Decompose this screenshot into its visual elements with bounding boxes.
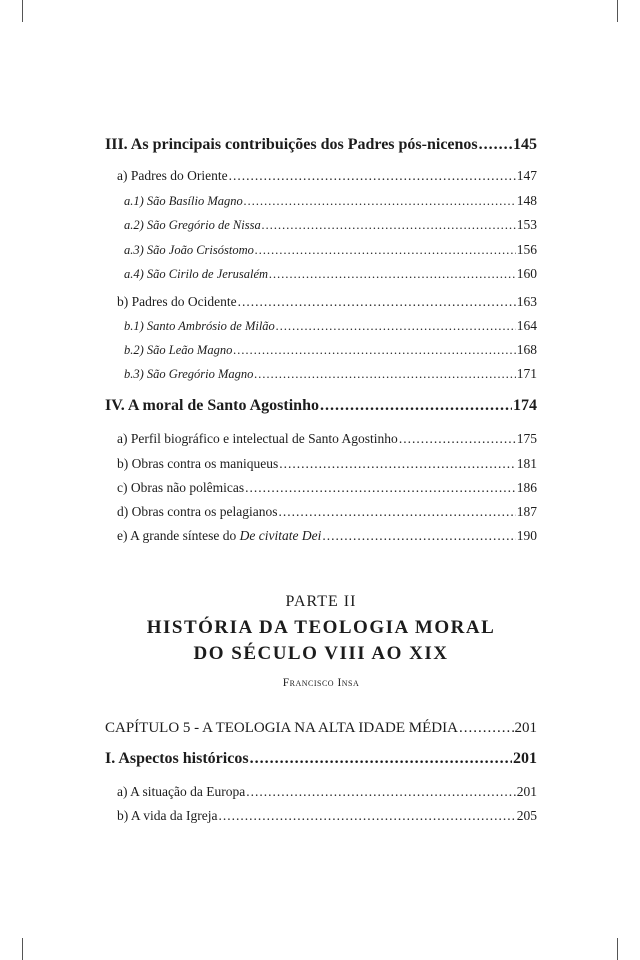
- toc-entry-label: a.3) São João Crisóstomo: [124, 243, 254, 257]
- toc-entry-page: 168: [516, 342, 537, 357]
- toc-entry-page: 201: [516, 784, 537, 799]
- toc-entry-page: 147: [516, 168, 537, 183]
- crop-mark-bottom-right: [617, 938, 618, 960]
- part-title-line2: DO SÉCULO VIII AO XIX: [193, 643, 449, 664]
- toc-entry-page: 186: [516, 480, 537, 495]
- toc-entry-page: 201: [513, 750, 537, 767]
- toc-entry-label: b.2) São Leão Magno: [124, 343, 233, 357]
- crop-mark-top-right: [617, 0, 618, 22]
- toc-entry-page: 171: [516, 366, 537, 381]
- toc-entry-page: 160: [516, 266, 537, 281]
- toc-entry-label-text: e) A grande síntese do: [117, 528, 240, 543]
- toc-entry-page: 201: [514, 720, 537, 736]
- leader-dots: [246, 785, 516, 799]
- toc-entry-label-italic: De civitate Dei: [239, 528, 322, 543]
- toc-entry-aspectos-historicos[interactable]: [105, 751, 537, 767]
- leader-dots: [459, 721, 514, 736]
- toc-entry-label: b) A vida da Igreja: [117, 808, 218, 823]
- toc-entry-page: 145: [513, 136, 537, 153]
- toc-entry-label: IV. A moral de Santo Agostinho: [105, 397, 319, 414]
- leader-dots: [218, 809, 515, 823]
- toc-entry-label: b.1) Santo Ambrósio de Milão: [124, 319, 275, 333]
- toc-entry-page: 190: [516, 528, 537, 543]
- toc-entry-page: 164: [516, 318, 537, 333]
- toc-entry-page: 187: [516, 504, 537, 519]
- crop-mark-bottom-left: [22, 938, 23, 960]
- toc-entry-label: a.2) São Gregório de Nissa: [124, 218, 261, 232]
- toc-entry-label: III. As principais contribuições dos Padres pós-nicenos: [105, 136, 478, 153]
- toc-entry-label: a) Padres do Oriente: [117, 168, 228, 183]
- toc-entry-page: 156: [516, 242, 537, 257]
- toc-entry-label: a) A situação da Europa: [117, 784, 246, 799]
- toc-entry-page: 175: [516, 431, 537, 446]
- toc-entry-label: b) Obras contra os maniqueus: [117, 456, 279, 471]
- leader-dots: [250, 751, 512, 767]
- toc-entry-page: 148: [516, 193, 537, 208]
- toc-entry-label: a.4) São Cirilo de Jerusalém: [124, 267, 269, 281]
- toc-entry-page: 174: [513, 397, 537, 414]
- toc-entry-label: d) Obras contra os pelagianos: [117, 504, 278, 519]
- crop-mark-top-left: [22, 0, 23, 22]
- toc-entry-label: CAPÍTULO 5 - A TEOLOGIA NA ALTA IDADE MÉDIA: [105, 720, 458, 736]
- part-title-line1: HISTÓRIA DA TEOLOGIA MORAL: [146, 617, 496, 638]
- toc-entry-chapter-5[interactable]: [105, 721, 537, 736]
- toc-entry-vida-igreja[interactable]: [117, 809, 537, 823]
- part-heading: [105, 0, 537, 700]
- toc-entry-page: 163: [516, 294, 537, 309]
- toc-entry-label: b) Padres do Ocidente: [117, 294, 237, 309]
- toc-entry-situacao-europa[interactable]: [117, 785, 537, 799]
- toc-entry-label: I. Aspectos históricos: [105, 750, 249, 767]
- toc-entry-page: 205: [516, 808, 537, 823]
- part-label: PARTE II: [285, 593, 357, 610]
- toc-entry-page: 181: [516, 456, 537, 471]
- toc-entry-label: a) Perfil biográfico e intelectual de Santo Agostinho: [117, 431, 398, 446]
- part-author: Francisco Insa: [282, 677, 360, 689]
- toc-entry-label: c) Obras não polêmicas: [117, 480, 245, 495]
- toc-entry-label: b.3) São Gregório Magno: [124, 367, 254, 381]
- toc-entry-page: 153: [516, 217, 537, 232]
- toc-entry-label: a.1) São Basílio Magno: [124, 194, 243, 208]
